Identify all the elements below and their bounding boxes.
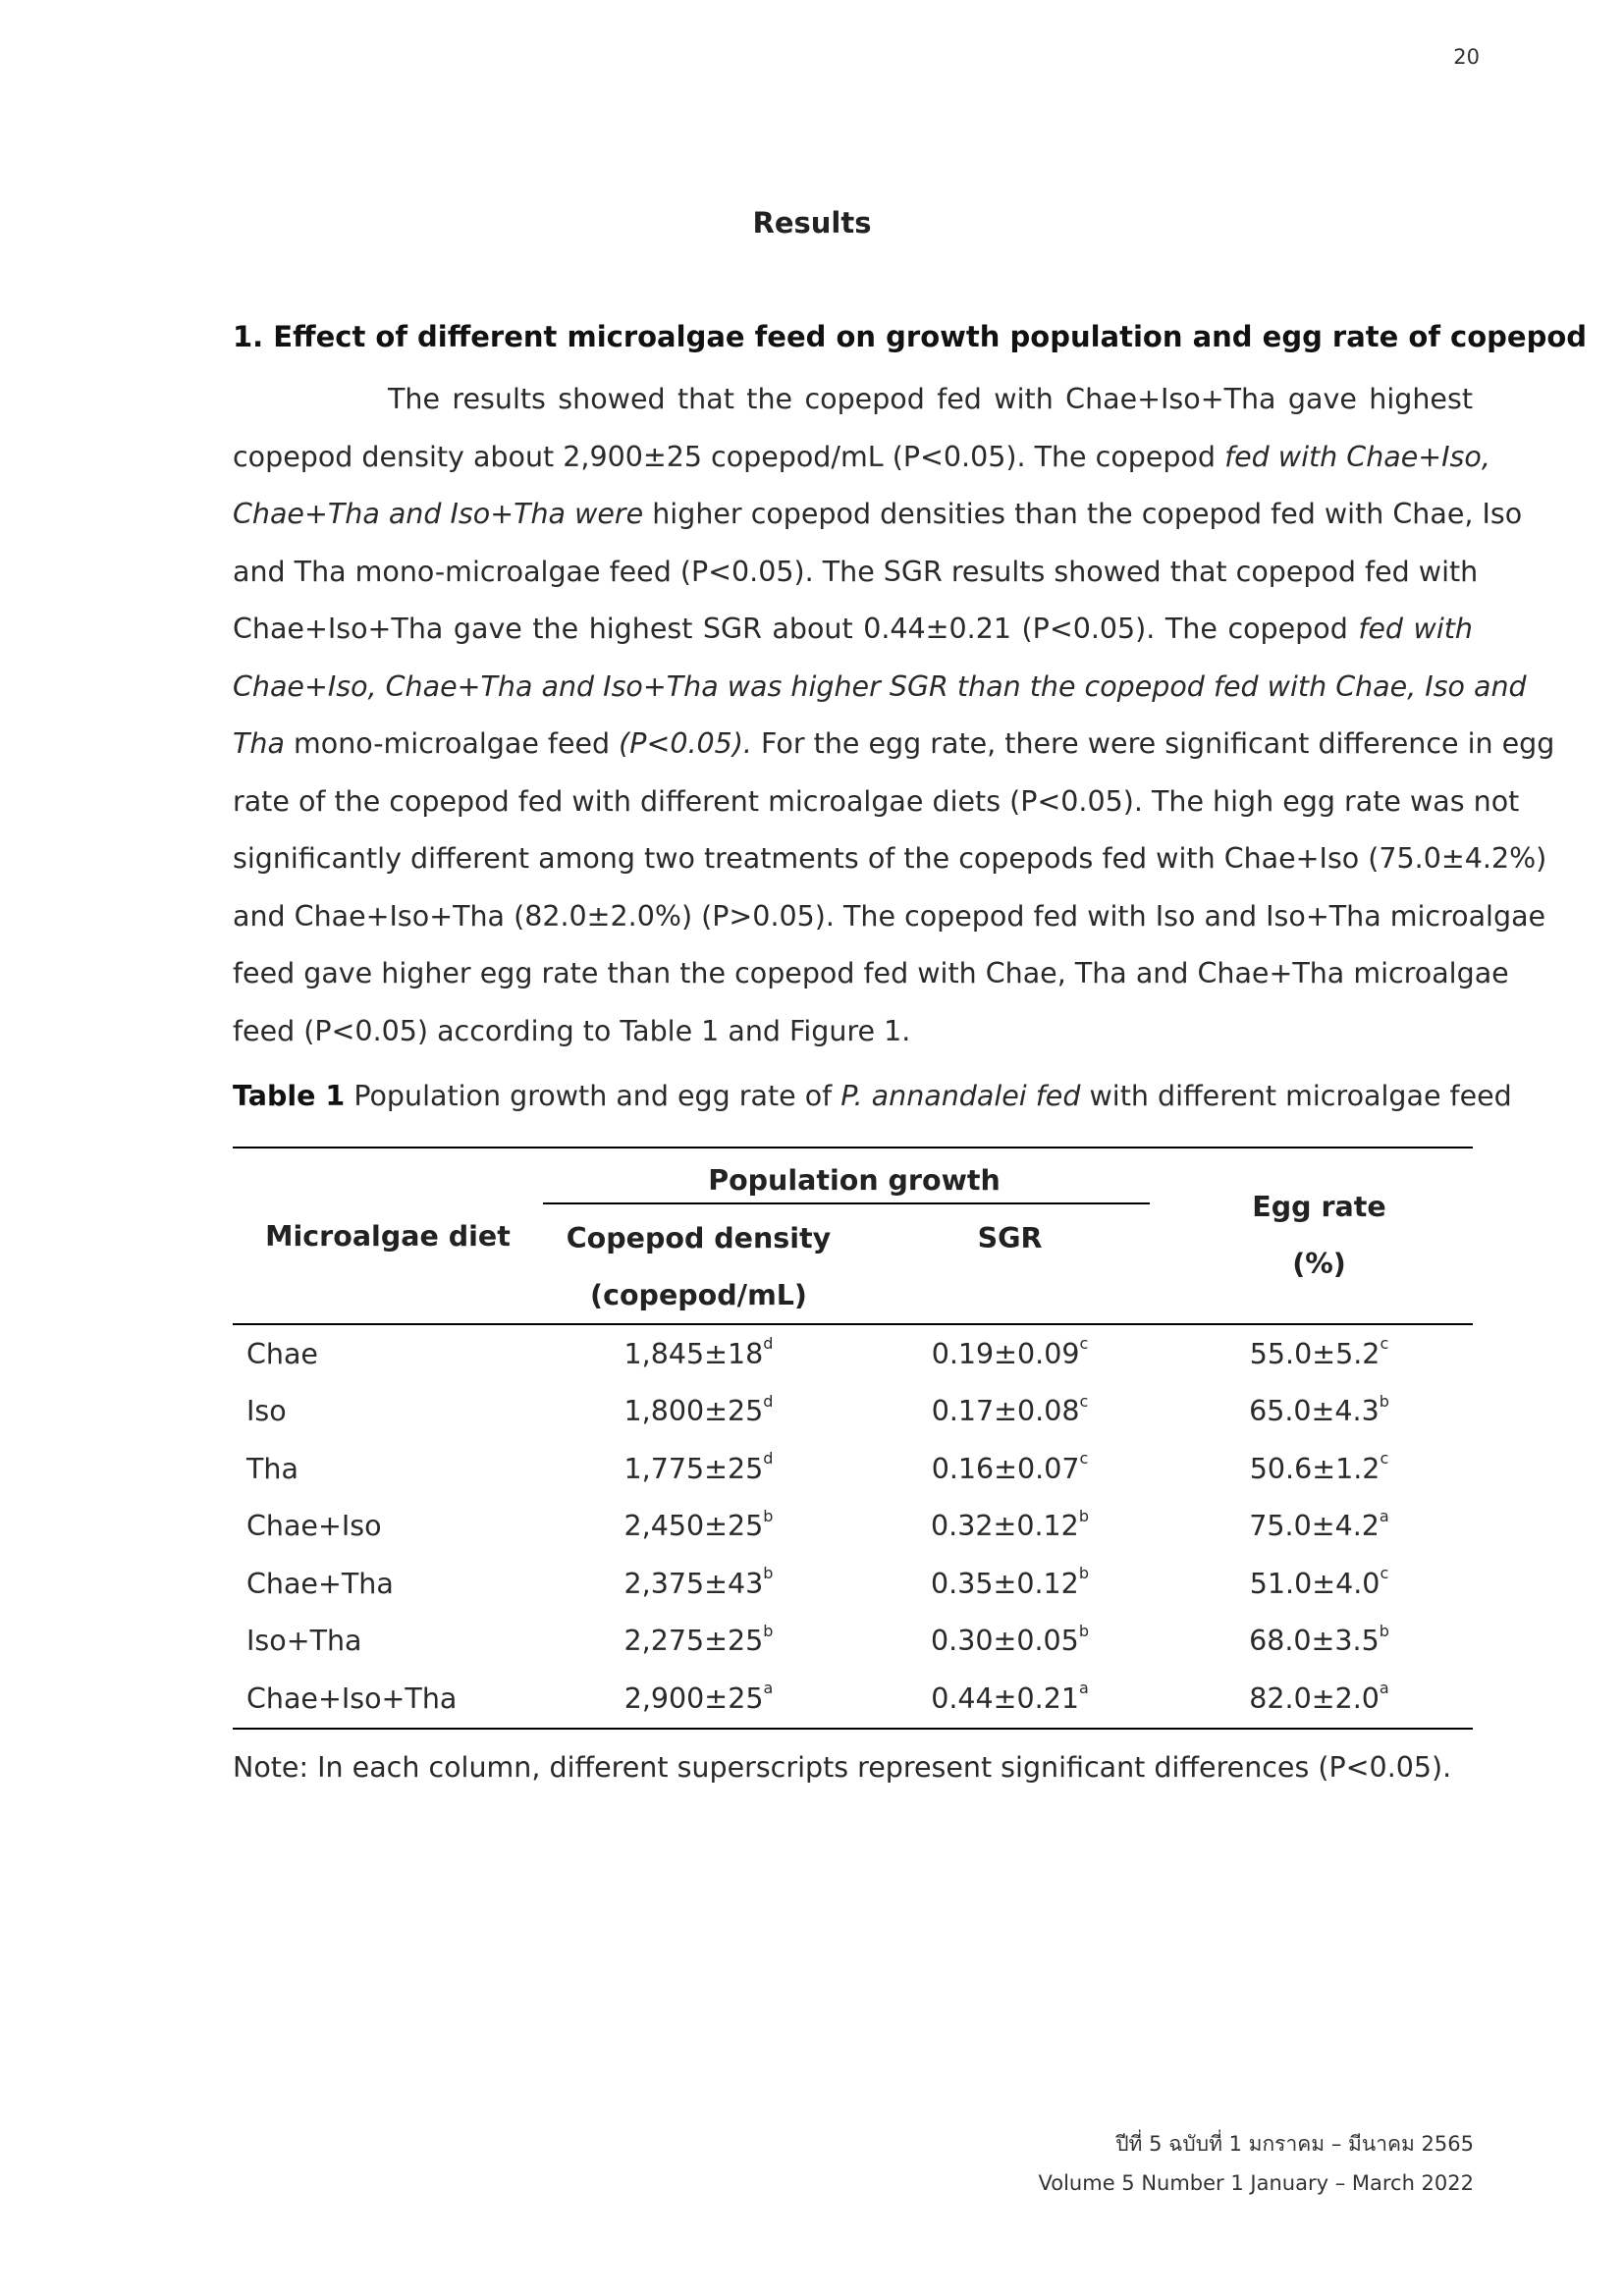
cell-value: 2,375±43 [623,1567,764,1600]
header-density [543,1209,854,1266]
results-paragraph [233,371,1555,1060]
cell-value: 68.0±3.5 [1249,1625,1380,1658]
text-run: higher copepod densities than the copepod fed with Chae, Iso [643,498,1523,530]
density-cell [543,1498,854,1556]
paragraph-line [233,830,1547,888]
section-heading: Results [752,206,872,240]
egg-cell [1165,1613,1473,1671]
density-cell [543,1613,854,1671]
page-number: 20 [1453,45,1480,69]
significance-letter: b [1379,1621,1389,1640]
significance-letter: b [1078,1506,1089,1525]
significance-letter: b [763,1621,774,1640]
subsection-heading: 1. Effect of different microalgae feed on growth population and egg rate of copepod [233,320,1588,353]
sgr-cell [854,1670,1165,1729]
text-run: For the egg rate, there were significant difference in egg [752,727,1555,760]
paragraph-line [233,429,1490,487]
density-cell [543,1383,854,1441]
significance-letter: c [1380,1564,1389,1583]
egg-cell [1165,1670,1473,1729]
text-run: The results showed that the copepod fed with Chae+Iso+Tha gave highest [388,383,1473,415]
italic-run: fed with Chae+Iso, [1224,440,1490,473]
text-run: copepod density about 2,900±25 copepod/mL (P<0.05). The copepod [233,440,1225,473]
table-row [233,1383,1473,1441]
significance-letter: d [763,1449,774,1468]
text-run: and Chae+Iso+Tha (82.0±2.0%) (P>0.05). The copepod fed with Iso and Iso+Tha microalgae [233,899,1546,933]
italic-run: Tha [233,727,285,760]
cell-value: 1,845±18 [623,1337,764,1370]
table-row [233,1670,1473,1729]
cell-value: 1,775±25 [623,1452,764,1485]
egg-rate-unit: (%) [1292,1248,1346,1280]
sgr-cell [854,1555,1165,1613]
sgr-cell [854,1498,1165,1556]
text-run: rate of the copepod fed with different microalgae diets (P<0.05). The high egg rate was not [233,784,1520,818]
significance-letter: d [763,1391,774,1411]
cell-value: 0.44±0.21 [931,1682,1079,1715]
cell-value: 55.0±5.2 [1249,1337,1380,1370]
cell-value: 75.0±4.2 [1249,1510,1380,1543]
egg-cell [1165,1383,1473,1441]
header-population-growth [543,1148,1165,1209]
header-row [233,1148,1473,1209]
cell-value: 0.16±0.07 [931,1452,1080,1485]
results-table [233,1147,1473,1730]
italic-run: Chae+Tha and Iso+Tha were [233,498,644,530]
table-row [233,1440,1473,1498]
paragraph-line [233,774,1520,831]
egg-cell [1165,1324,1473,1383]
header-diet: Microalgae diet [265,1219,511,1253]
diet-cell: Chae+Iso+Tha [246,1682,458,1715]
header-density-unit: (copepod/mL) [590,1278,807,1311]
diet-cell: Tha [246,1452,298,1485]
significance-letter: c [1079,1449,1089,1468]
header-sgr-blank [854,1266,1165,1324]
egg-cell [1165,1498,1473,1556]
cell-value: 0.19±0.09 [931,1337,1080,1370]
italic-run: Chae+Iso, Chae+Tha and Iso+Tha was higher SGR than the copepod fed with Chae, Iso and [233,669,1527,703]
population-growth-label: Population growth [708,1164,1001,1197]
cell-value: 2,900±25 [623,1682,764,1715]
text-run: feed (P<0.05) according to Table 1 and Figure 1. [233,1014,911,1047]
italic-run: (P<0.05). [619,727,752,760]
significance-letter: d [763,1334,774,1354]
cell-value: 82.0±2.0 [1249,1682,1380,1715]
cell-value: 0.35±0.12 [931,1567,1079,1600]
table-row [233,1324,1473,1383]
significance-letter: b [1078,1621,1089,1640]
cell-value: 0.32±0.12 [931,1510,1079,1543]
table-row [233,1498,1473,1556]
text-run: feed gave higher egg rate than the copepod fed with Chae, Tha and Chae+Tha microalgae [233,957,1509,989]
egg-cell [1165,1555,1473,1613]
diet-cell: Chae+Iso [246,1510,382,1543]
paragraph-line [233,659,1527,717]
paragraph-line [233,544,1479,602]
paragraph-line [233,601,1473,659]
significance-letter: c [1079,1334,1089,1354]
density-cell [543,1324,854,1383]
italic-run: fed with [1358,613,1473,645]
text-run: and Tha mono-microalgae feed (P<0.05). The SGR results showed that copepod fed with [233,555,1479,588]
egg-cell [1165,1440,1473,1498]
caption-text: Population growth and egg rate of [345,1080,841,1112]
diet-cell: Iso+Tha [246,1625,362,1658]
significance-letter: b [1379,1391,1389,1411]
paragraph-line [233,888,1546,946]
footer-issue-thai: ปีที่ 5 ฉบับที่ 1 มกราคม – มีนาคม 2565 [1115,2132,1474,2156]
table-note: Note: In each column, different superscripts represent significant differences (P<0.05). [233,1751,1452,1784]
cell-value: 2,275±25 [623,1625,764,1658]
group-divider [543,1202,1150,1204]
caption-species: P. annandalei fed [840,1080,1081,1112]
significance-letter: a [1379,1506,1389,1525]
density-cell [543,1440,854,1498]
density-cell [543,1670,854,1729]
text-run: significantly different among two treatments of the copepods fed with Chae+Iso (75.0±4.2%) [233,842,1547,875]
diet-cell: Iso [246,1395,287,1428]
cell-value: 0.30±0.05 [931,1625,1079,1658]
cell-value: 0.17±0.08 [931,1395,1080,1428]
cell-value: 50.6±1.2 [1249,1452,1380,1485]
significance-letter: a [1078,1679,1089,1698]
paragraph-line [233,716,1555,774]
significance-letter: c [1079,1391,1089,1411]
footer-issue-english: Volume 5 Number 1 January – March 2022 [1038,2171,1474,2195]
table-row [233,1613,1473,1671]
table-caption [233,1080,1512,1112]
diet-cell: Chae+Tha [246,1567,394,1600]
density-label: Copepod density [566,1221,832,1255]
text-run: mono-microalgae feed [284,727,620,760]
header-egg-rate [1165,1148,1473,1324]
paragraph-line [233,486,1523,544]
table-label: Table 1 [233,1080,346,1112]
cell-value: 2,450±25 [623,1510,764,1543]
significance-letter: b [763,1564,774,1583]
text-run: Chae+Iso+Tha gave the highest SGR about 0.44±0.21 (P<0.05). The copepod [233,613,1359,645]
significance-letter: c [1380,1449,1389,1468]
cell-value: 1,800±25 [623,1395,764,1428]
paragraph-line [233,1003,1473,1061]
diet-cell: Chae [246,1337,318,1370]
egg-rate-label: Egg rate [1252,1191,1386,1223]
sgr-cell [854,1383,1165,1441]
cell-value: 51.0±4.0 [1249,1567,1380,1600]
significance-letter: b [1078,1564,1089,1583]
paragraph-line [233,371,1473,429]
paragraph-line [233,945,1509,1003]
sgr-cell [854,1324,1165,1383]
header-sgr: SGR [977,1221,1043,1255]
significance-letter: a [1379,1679,1389,1698]
sgr-cell [854,1440,1165,1498]
significance-letter: c [1380,1334,1389,1354]
table-row [233,1555,1473,1613]
sgr-cell [854,1613,1165,1671]
significance-letter: a [763,1679,774,1698]
caption-text: with different microalgae feed [1080,1080,1512,1112]
density-cell [543,1555,854,1613]
cell-value: 65.0±4.3 [1249,1395,1380,1428]
significance-letter: b [763,1506,774,1525]
